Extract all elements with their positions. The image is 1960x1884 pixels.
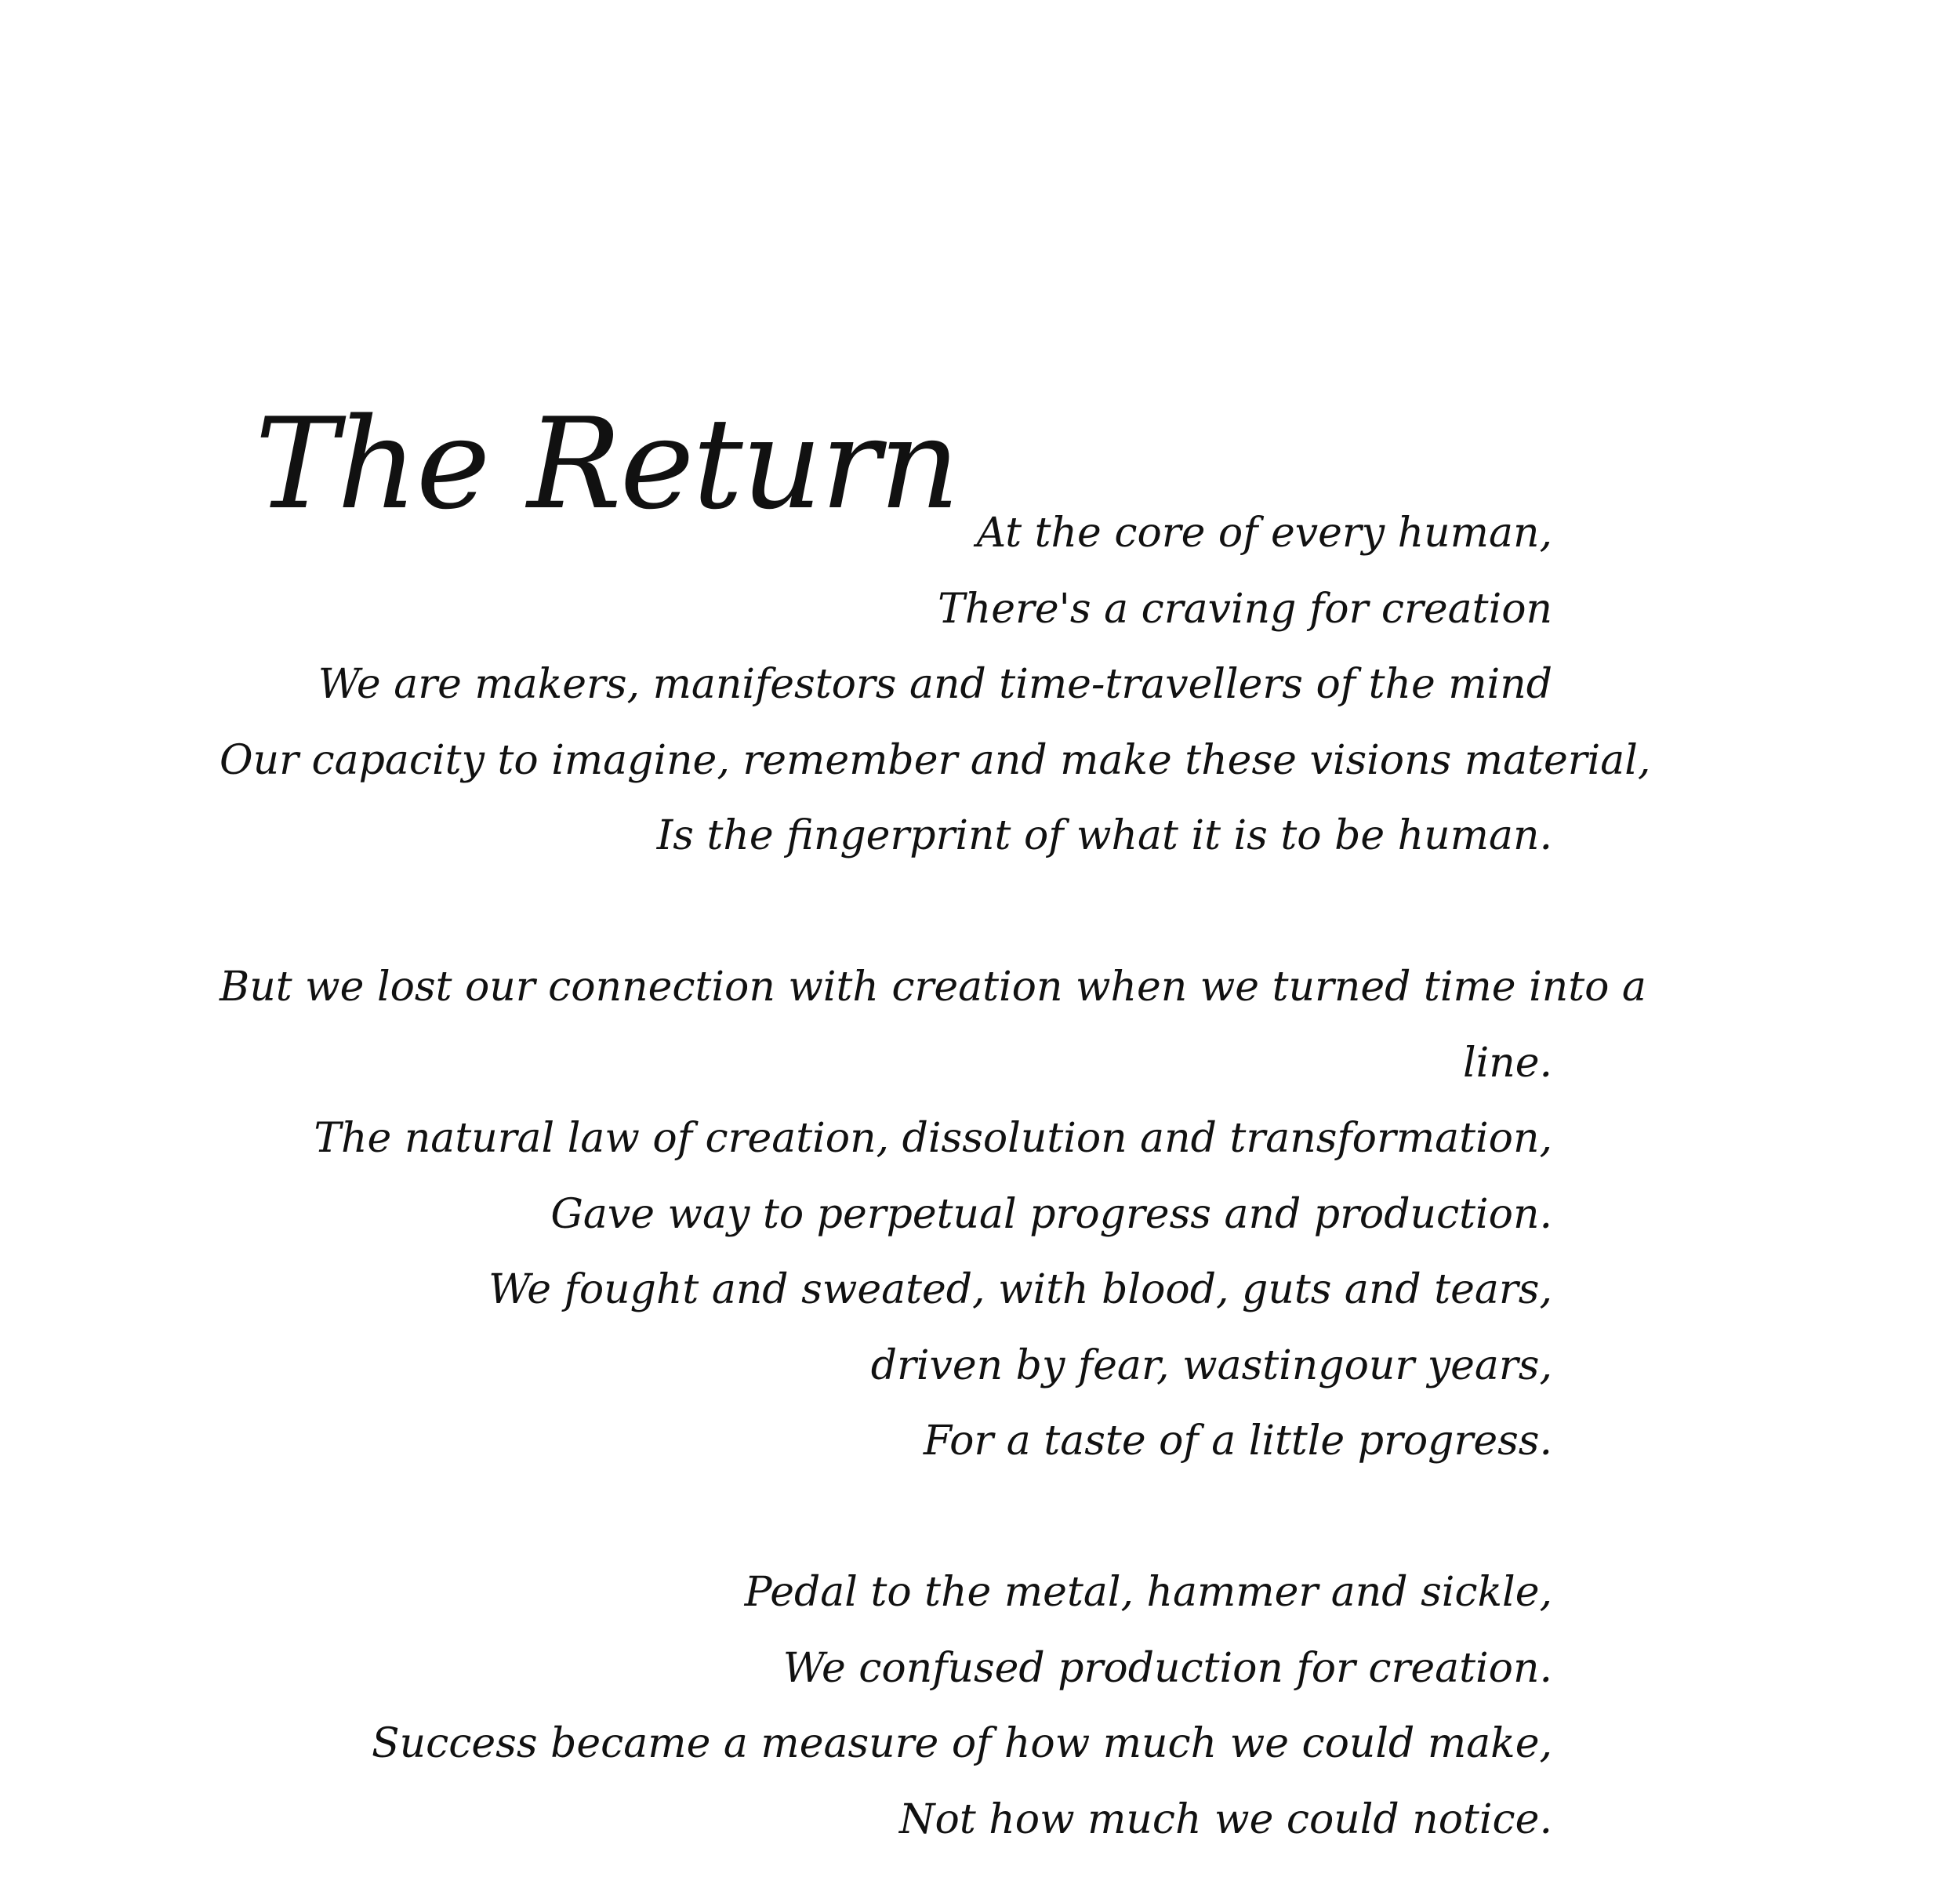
stanza-break bbox=[220, 874, 1552, 950]
poem-title: The Return bbox=[255, 390, 959, 537]
poem-line: We are makers, manifestors and time-travellers of the mind bbox=[318, 661, 1552, 708]
poem-body bbox=[220, 496, 1651, 1857]
poem-line: line. bbox=[1462, 1039, 1552, 1087]
stanza-3 bbox=[220, 1555, 1552, 1857]
stanza-1 bbox=[220, 496, 1651, 874]
poem-line: But we lost our connection with creation when we turned time into a bbox=[220, 964, 1646, 1011]
poem-line: Gave way to perpetual progress and production. bbox=[550, 1190, 1552, 1238]
poem-line: There's a craving for creation bbox=[938, 585, 1552, 633]
poem-line: Success became a measure of how much we could make, bbox=[372, 1720, 1552, 1767]
poem-line: Not how much we could notice. bbox=[899, 1795, 1552, 1843]
poem-line: Is the fingerprint of what it is to be human. bbox=[656, 812, 1552, 859]
stanza-break bbox=[220, 1479, 1552, 1555]
poem-line: We confused production for creation. bbox=[782, 1644, 1552, 1692]
poem-line: The natural law of creation, dissolution and transformation, bbox=[314, 1115, 1552, 1162]
poem-line: Our capacity to imagine, remember and make these visions material, bbox=[220, 736, 1651, 784]
poem-line: For a taste of a little progress. bbox=[923, 1418, 1552, 1465]
poem-line: Pedal to the metal, hammer and sickle, bbox=[744, 1569, 1552, 1616]
poem-line: driven by fear, wastingour years, bbox=[870, 1341, 1552, 1389]
poem-line: At the core of every human, bbox=[976, 510, 1552, 557]
poem-line: We fought and sweated, with blood, guts and tears, bbox=[488, 1266, 1552, 1313]
stanza-2 bbox=[220, 949, 1646, 1479]
